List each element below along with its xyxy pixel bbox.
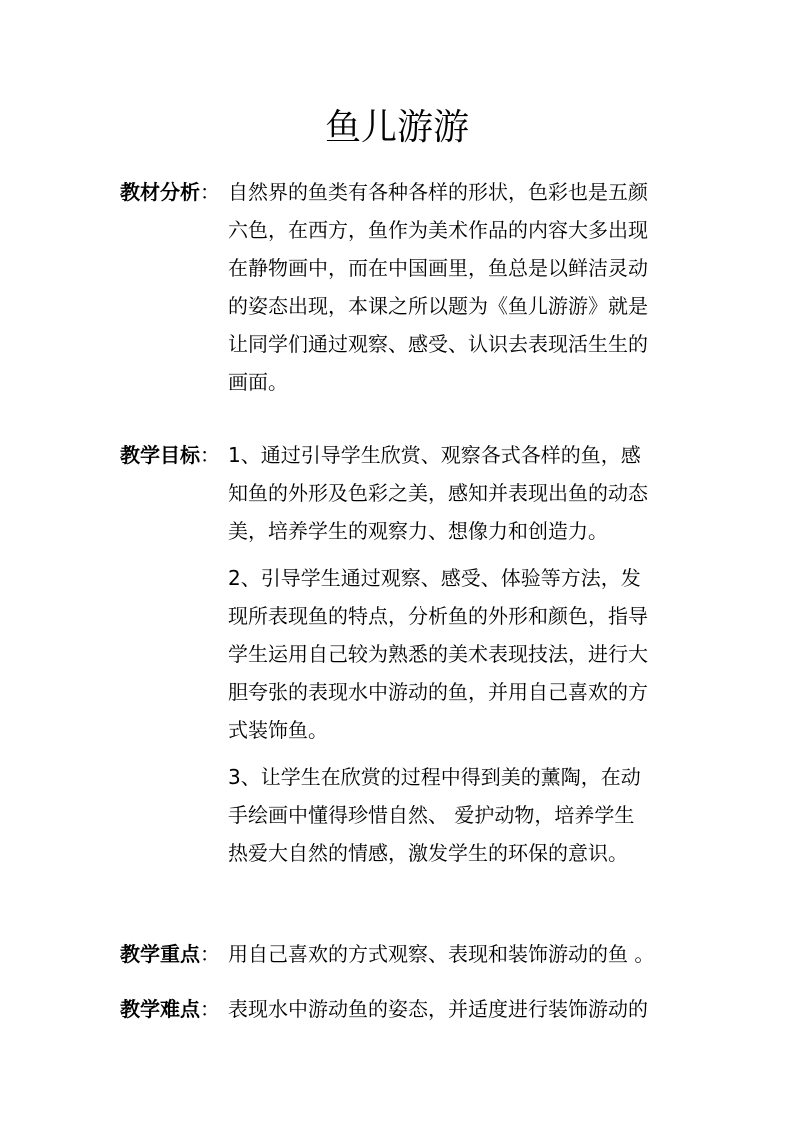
text-line: 2、引导学生通过观察、感受、体验等方法，发 [228, 566, 641, 590]
text-line: 用自己喜欢的方式观察、表现和装饰游动的鱼 。 [228, 942, 655, 966]
text-line: 画面。 [228, 370, 288, 394]
text-line: 现所表现鱼的特点，分析鱼的外形和颜色，指导 [228, 604, 648, 628]
label-colon: ： [200, 997, 220, 1021]
section-content [228, 935, 676, 973]
text-line: 3、让学生在欣赏的过程中得到美的薰陶，在动 [228, 765, 641, 789]
text-line: 胆夸张的表现水中游动的鱼，并用自己喜欢的方 [228, 680, 648, 704]
text-line: 手绘画中懂得珍惜自然、 爱护动物，培养学生 [228, 803, 635, 827]
section-label-text: 教学难点 [120, 997, 200, 1021]
document-title: 鱼儿游游 [324, 107, 469, 148]
section-label [120, 173, 230, 211]
section-content [228, 436, 676, 872]
section-content [228, 990, 676, 1028]
section-label-text: 教学目标 [120, 443, 200, 467]
text-line: 自然界的鱼类有各种各样的形状，色彩也是五颜 [228, 180, 648, 204]
section-content [228, 173, 676, 401]
section-label [120, 436, 230, 474]
text-line: 表现水中游动鱼的姿态，并适度进行装饰游动的 [228, 997, 648, 1021]
paragraph [228, 990, 676, 1028]
paragraph [228, 935, 676, 973]
text-line: 的姿态出现，本课之所以题为《鱼儿游游》就是 [228, 294, 648, 318]
paragraph [228, 436, 676, 550]
label-colon: ： [200, 443, 220, 467]
paragraph [228, 173, 676, 401]
text-line: 1、通过引导学生欣赏、观察各式各样的鱼，感 [228, 443, 641, 467]
section-label-text: 教材分析 [120, 180, 200, 204]
paragraph [228, 758, 676, 872]
text-line: 美，培养学生的观察力、想像力和创造力。 [228, 519, 608, 543]
section-label [120, 935, 230, 973]
label-colon: ： [200, 942, 220, 966]
text-line: 知鱼的外形及色彩之美，感知并表现出鱼的动态 [228, 481, 648, 505]
paragraph [228, 559, 676, 749]
section-label [120, 990, 230, 1028]
label-colon: ： [200, 180, 220, 204]
text-line: 式装饰鱼。 [228, 718, 328, 742]
text-line: 六色，在西方，鱼作为美术作品的内容大多出现 [228, 218, 648, 242]
section-label-text: 教学重点 [120, 942, 200, 966]
text-line: 热爱大自然的情感，激发学生的环保的意识。 [228, 841, 628, 865]
text-line: 在静物画中，而在中国画里，鱼总是以鲜洁灵动 [228, 256, 648, 280]
text-line: 让同学们通过观察、感受、认识去表现活生生的 [228, 332, 648, 356]
text-line: 学生运用自己较为熟悉的美术表现技法，进行大 [228, 642, 648, 666]
